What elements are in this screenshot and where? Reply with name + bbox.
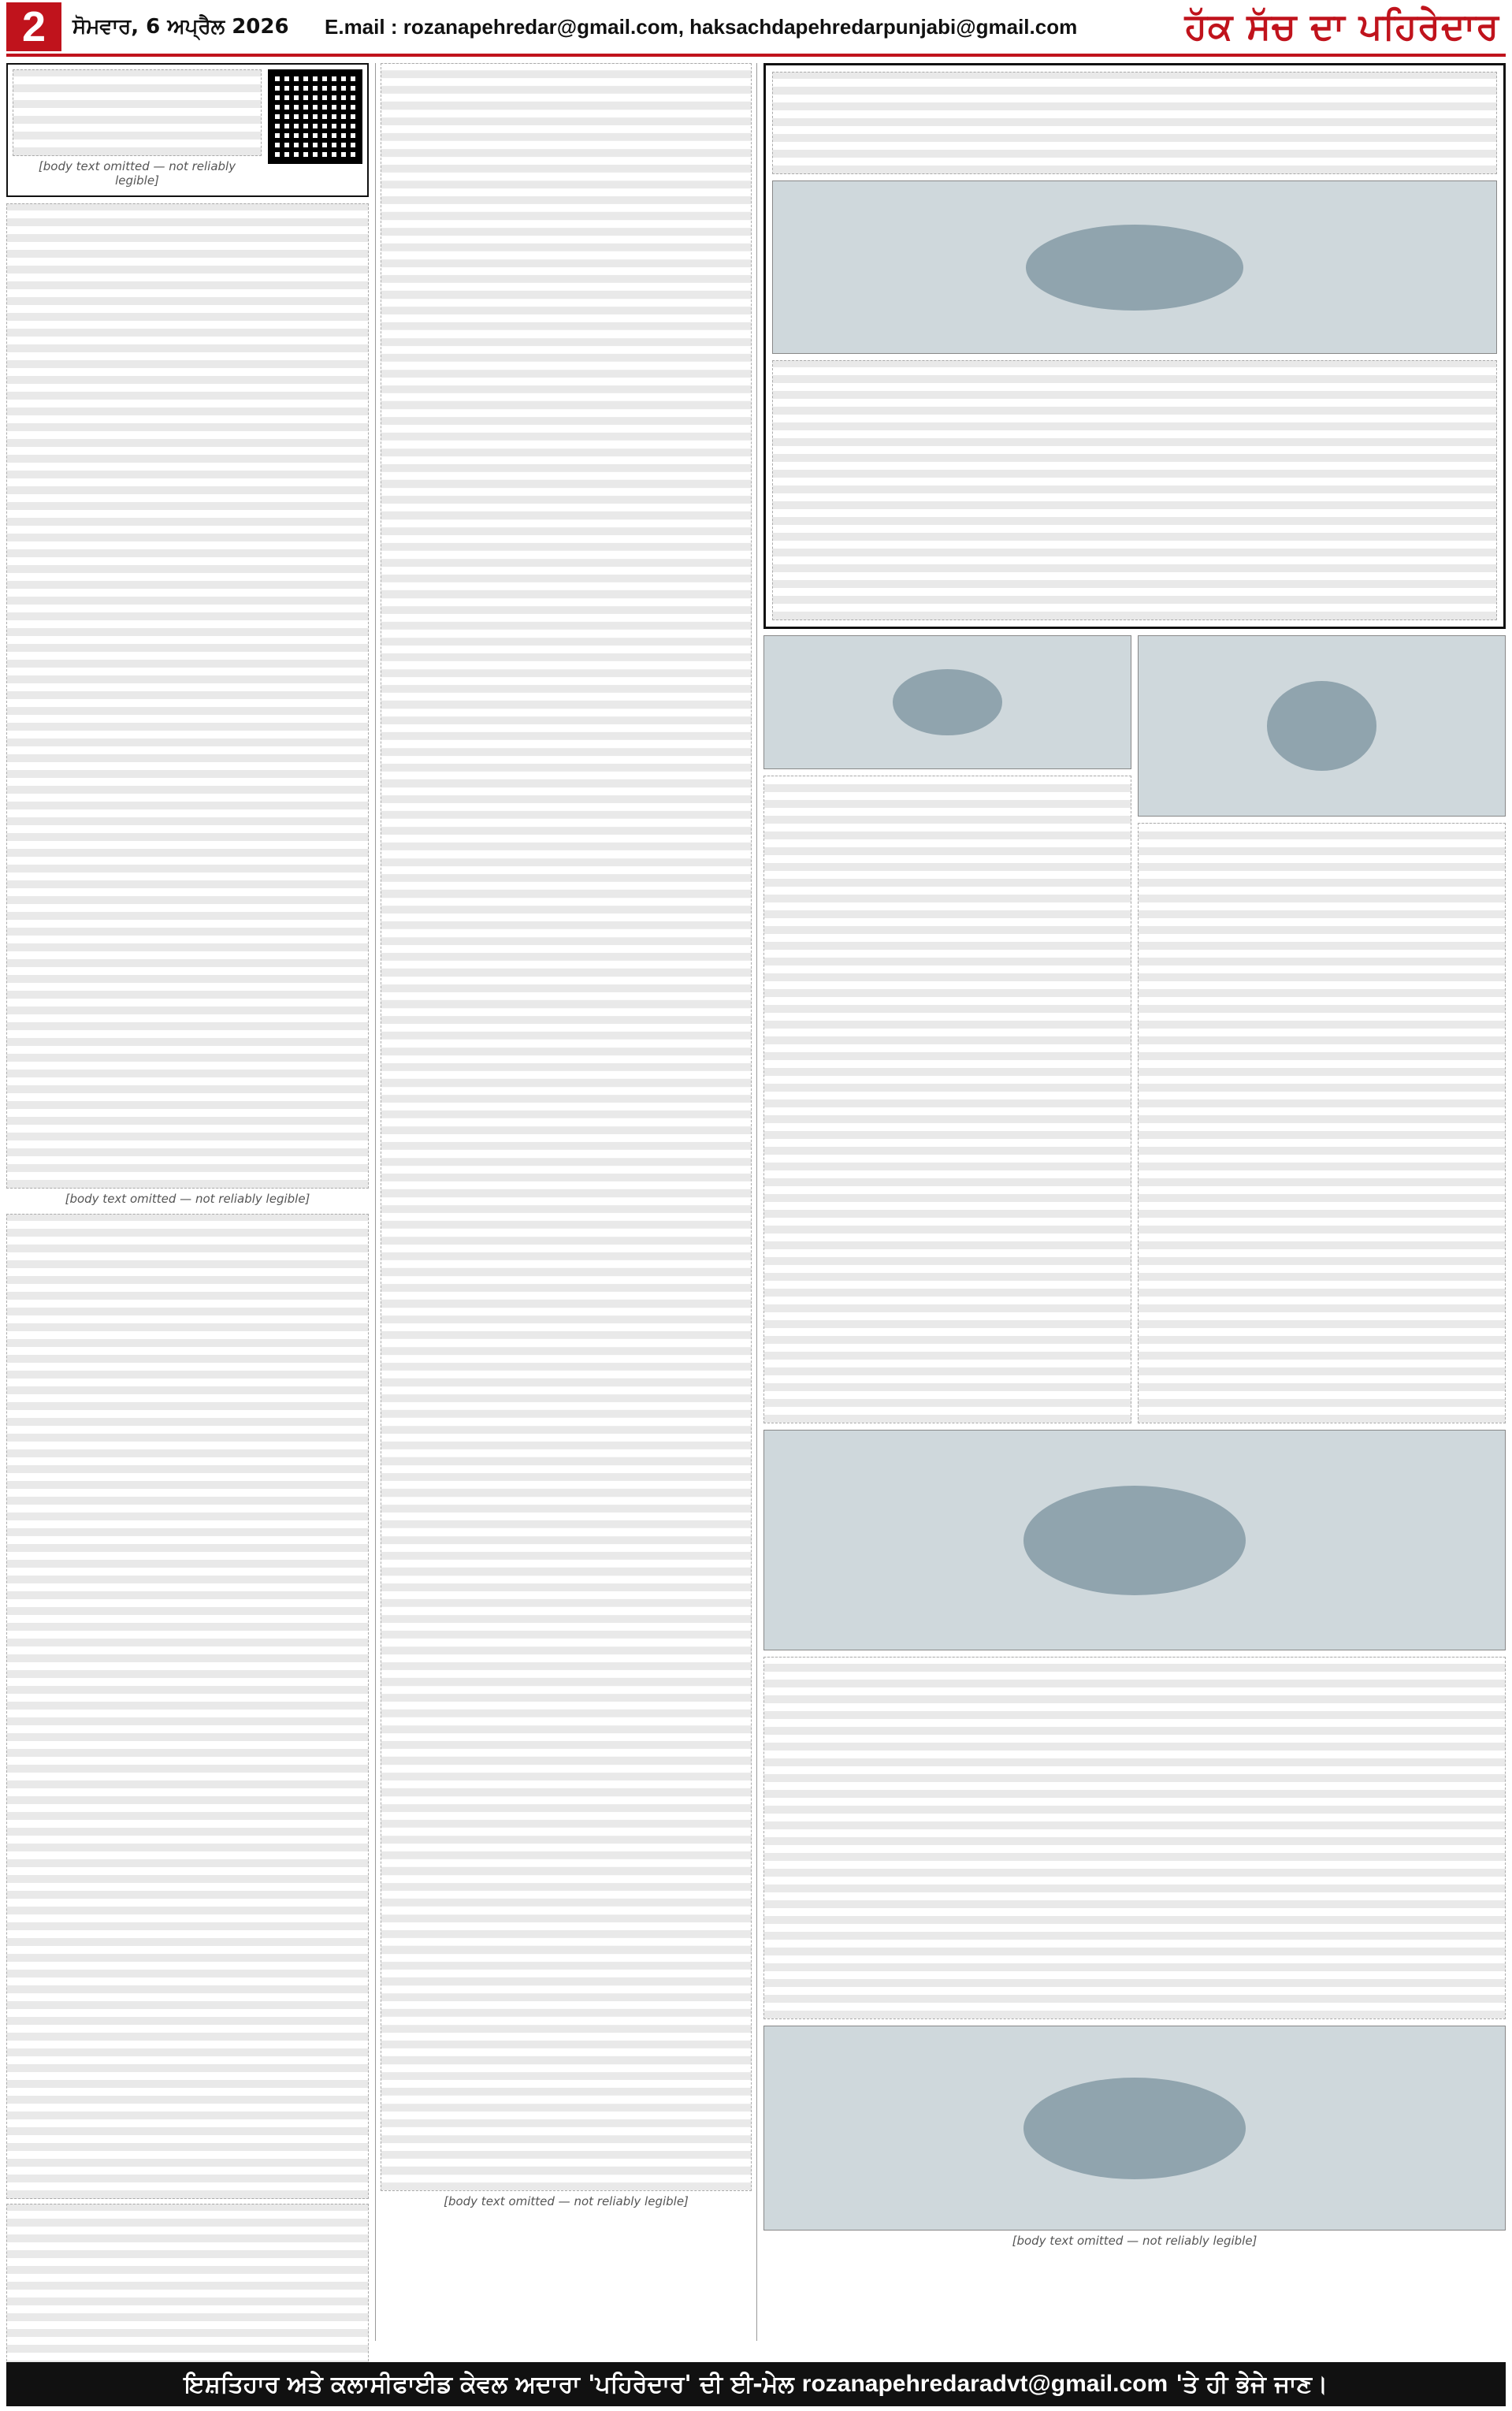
public-notice bbox=[6, 2204, 369, 2369]
footer-email[interactable]: rozanapehredaradvt@gmail.com bbox=[801, 2371, 1168, 2397]
column-right: [body text omitted — not reliably legible] bbox=[763, 63, 1506, 2341]
lead-story bbox=[763, 63, 1506, 629]
name-change-notices-2 bbox=[6, 1214, 369, 2199]
header-email: E.mail : rozanapehredar@gmail.com, haksachdapehredarpunjabi@gmail.com bbox=[325, 14, 1078, 39]
name-change-notices bbox=[6, 203, 369, 1189]
page-date: ਸੋਮਵਾਰ, 6 ਅਪ੍ਰੈਲ 2026 bbox=[72, 14, 289, 39]
bank-account-box: [body text omitted — not reliably legible] bbox=[6, 63, 369, 197]
page-number: 2 bbox=[6, 2, 61, 51]
federation-photo bbox=[763, 2026, 1506, 2231]
masthead-logo: ਹੱਕ ਸੱਚ ਦਾ ਪਹਿਰੇਦਾਰ bbox=[1184, 5, 1499, 47]
qr-code-icon bbox=[268, 69, 362, 164]
page-header bbox=[6, 0, 1506, 57]
column-middle: [body text omitted — not reliably legible] bbox=[375, 63, 757, 2341]
page-footer: ਇਸ਼ਤਿਹਾਰ ਅਤੇ ਕਲਾਸੀਫਾਈਡ ਕੇਵਲ ਅਦਾਰਾ 'ਪਹਿਰੇਦਾਰ' ਦੀ ਈ-ਮੇਲ rozanapehredaradvt@gmail.com 'ਤੇ ਹੀ ਭੇਜੇ ਜਾਣ। bbox=[6, 2362, 1506, 2406]
market-photo bbox=[1138, 635, 1506, 817]
column-left: [body text omitted — not reliably legible] [body text omitted — not reliably legible] bbox=[6, 63, 369, 2341]
disinheritance-notices bbox=[381, 63, 752, 2191]
party-joining-photo bbox=[763, 1430, 1506, 1650]
story-photo bbox=[763, 635, 1131, 769]
lead-photo bbox=[772, 180, 1497, 354]
